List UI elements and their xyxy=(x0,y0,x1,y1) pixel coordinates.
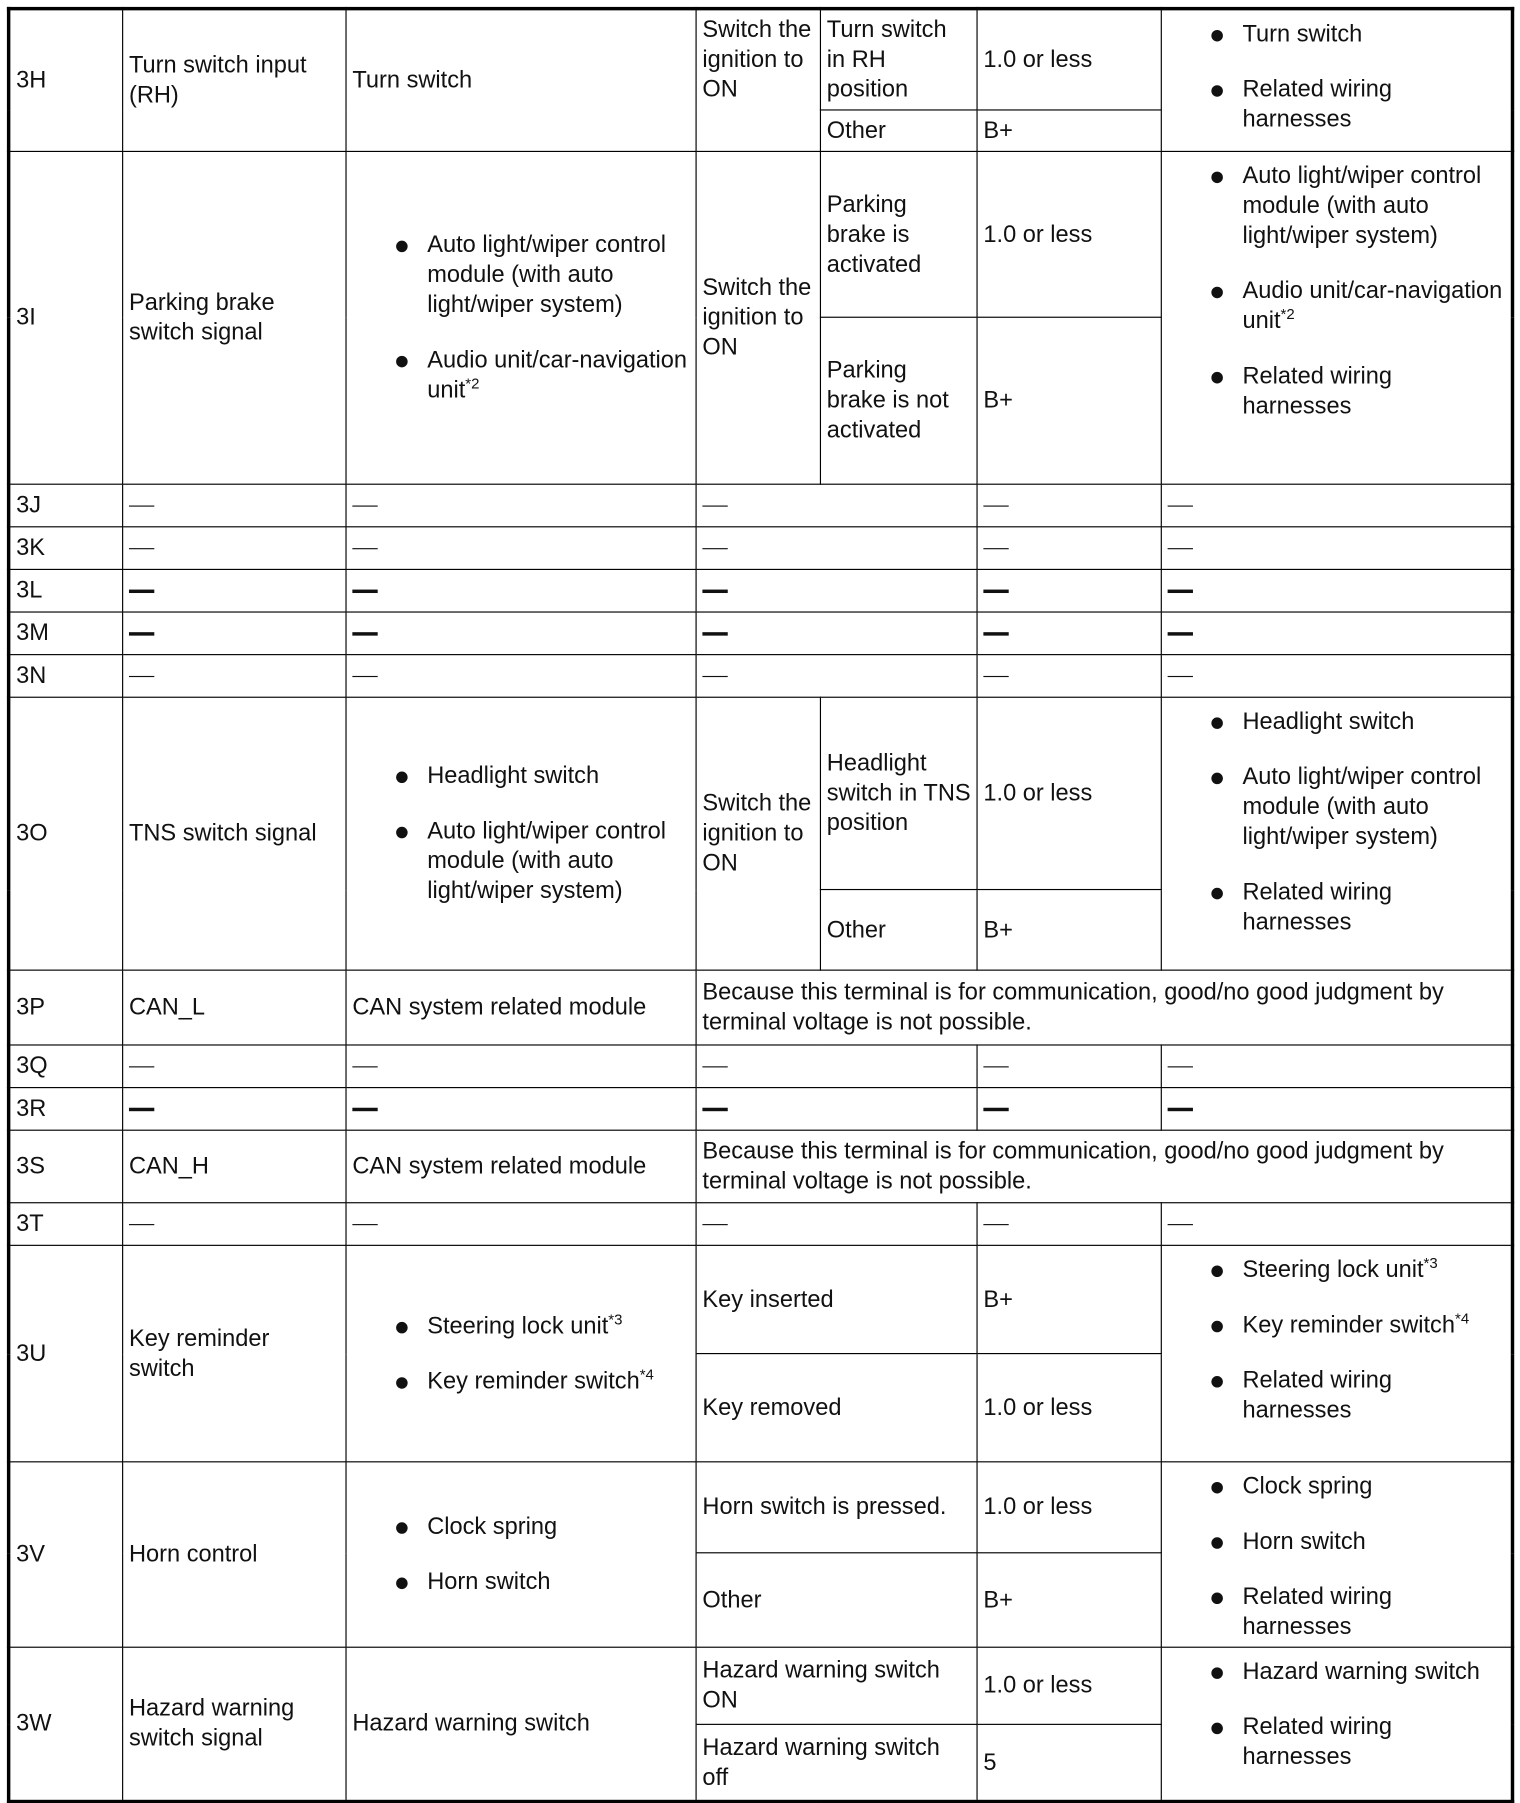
footnote-mark: *2 xyxy=(1280,305,1295,323)
terminal-cell: 3W xyxy=(9,1647,123,1801)
empty-cell xyxy=(696,527,977,570)
connected-item-text: Key reminder switch xyxy=(427,1367,640,1394)
terminal-cell: 3T xyxy=(9,1203,123,1246)
empty-cell xyxy=(696,1203,977,1246)
table-row-3w xyxy=(9,1647,1513,1724)
dash-mark xyxy=(983,548,1008,550)
check-item: Clock spring xyxy=(1168,1472,1505,1502)
state-cell: Parking brake is activated xyxy=(820,151,977,317)
check-item: Related wiring harnesses xyxy=(1168,1366,1505,1426)
dash-mark xyxy=(352,632,377,635)
table-row-3p xyxy=(9,970,1513,1045)
dash-mark xyxy=(352,1066,377,1068)
check-item: Related wiring harnesses xyxy=(1168,75,1505,135)
empty-cell xyxy=(346,569,696,612)
check-item: Horn switch xyxy=(1168,1527,1505,1557)
dash-mark xyxy=(352,548,377,550)
condition-cell: Switch the ignition to ON xyxy=(696,9,820,152)
state-cell: Other xyxy=(696,1553,977,1647)
dash-mark xyxy=(702,590,727,593)
dash-mark xyxy=(983,632,1008,635)
terminal-cell: 3R xyxy=(9,1088,123,1131)
dash-mark xyxy=(983,1224,1008,1226)
check-item: Headlight switch xyxy=(1168,707,1505,737)
check-item: Related wiring harnesses xyxy=(1168,877,1505,937)
check-item: Related wiring harnesses xyxy=(1168,1582,1505,1642)
empty-cell xyxy=(1161,569,1512,612)
connected-to-cell: CAN system related module xyxy=(346,970,696,1045)
voltage-cell: 1.0 or less xyxy=(977,1647,1161,1724)
dash-mark xyxy=(702,632,727,635)
connected-to-cell xyxy=(346,1462,696,1647)
connected-to-cell: Turn switch xyxy=(346,9,696,152)
dash-mark xyxy=(129,505,154,507)
check-items-cell xyxy=(1161,1647,1512,1801)
connected-item: Headlight switch xyxy=(352,761,689,791)
dash-mark xyxy=(129,1224,154,1226)
dash-mark xyxy=(983,1108,1008,1111)
dash-mark xyxy=(702,505,727,507)
state-cell: Hazard warning switch ON xyxy=(696,1647,977,1724)
terminal-cell: 3H xyxy=(9,9,123,152)
state-cell: Other xyxy=(820,110,977,151)
dash-mark xyxy=(702,1224,727,1226)
footnote-mark: *4 xyxy=(1454,1309,1470,1327)
empty-cell xyxy=(696,612,977,655)
condition-cell: Switch the ignition to ON xyxy=(696,697,820,970)
connected-to-cell: CAN system related module xyxy=(346,1130,696,1203)
table-row-3v xyxy=(9,1462,1513,1554)
empty-cell xyxy=(123,527,346,570)
terminal-cell: 3S xyxy=(9,1130,123,1203)
empty-cell xyxy=(977,1088,1161,1131)
voltage-cell: B+ xyxy=(977,890,1161,971)
empty-cell xyxy=(346,1045,696,1088)
check-items-cell xyxy=(1161,1462,1512,1647)
voltage-cell: 5 xyxy=(977,1724,1161,1801)
voltage-cell: 1.0 or less xyxy=(977,1354,1161,1462)
dash-mark xyxy=(129,632,154,635)
check-items-cell xyxy=(1161,9,1512,152)
terminal-cell: 3N xyxy=(9,655,123,698)
connected-item xyxy=(352,1311,689,1341)
empty-cell xyxy=(977,527,1161,570)
table-row-3l xyxy=(9,569,1513,612)
check-item: Auto light/wiper control module (with auto light/wiper system) xyxy=(1168,161,1505,251)
empty-cell xyxy=(1161,1203,1512,1246)
dash-mark xyxy=(352,1108,377,1111)
empty-cell xyxy=(346,484,696,527)
dash-mark xyxy=(702,1066,727,1068)
empty-cell xyxy=(1161,1088,1512,1131)
terminal-cell: 3U xyxy=(9,1245,123,1461)
dash-mark xyxy=(129,676,154,678)
footnote-mark: *3 xyxy=(608,1310,623,1328)
voltage-cell: 1.0 or less xyxy=(977,1462,1161,1554)
table-row-3s xyxy=(9,1130,1513,1203)
empty-cell xyxy=(346,1088,696,1131)
dash-mark xyxy=(702,548,727,550)
dash-mark xyxy=(352,676,377,678)
dash-mark xyxy=(129,548,154,550)
check-item-text: Key reminder switch xyxy=(1242,1311,1455,1339)
dash-mark xyxy=(1168,505,1193,507)
description-cell: CAN_L xyxy=(123,970,346,1045)
terminal-cell: 3M xyxy=(9,612,123,655)
dash-mark xyxy=(702,1108,727,1111)
terminal-cell: 3O xyxy=(9,697,123,970)
dash-mark xyxy=(1168,676,1193,678)
empty-cell xyxy=(123,1045,346,1088)
terminal-voltage-table xyxy=(7,7,1514,1803)
voltage-cell: B+ xyxy=(977,317,1161,484)
table-row-3r xyxy=(9,1088,1513,1131)
check-item-text: Steering lock unit xyxy=(1242,1256,1424,1283)
check-items-cell xyxy=(1161,151,1512,484)
condition-cell: Switch the ignition to ON xyxy=(696,151,820,484)
empty-cell xyxy=(977,655,1161,698)
empty-cell xyxy=(123,612,346,655)
table-row-3q xyxy=(9,1045,1513,1088)
description-cell: Hazard warning switch signal xyxy=(123,1647,346,1801)
check-item xyxy=(1168,1310,1505,1340)
note-cell: Because this terminal is for communication, good/no good judgment by terminal voltage is not possible. xyxy=(696,1130,1512,1203)
footnote-mark: *2 xyxy=(465,374,480,392)
dash-mark xyxy=(129,1108,154,1111)
empty-cell xyxy=(696,569,977,612)
dash-mark xyxy=(352,1224,377,1226)
description-cell: Parking brake switch signal xyxy=(123,151,346,484)
description-cell: CAN_H xyxy=(123,1130,346,1203)
empty-cell xyxy=(1161,484,1512,527)
empty-cell xyxy=(696,1045,977,1088)
connected-item: Horn switch xyxy=(352,1567,689,1597)
voltage-cell: 1.0 or less xyxy=(977,697,1161,889)
empty-cell xyxy=(977,1045,1161,1088)
empty-cell xyxy=(1161,527,1512,570)
dash-mark xyxy=(1168,1066,1193,1068)
state-cell: Headlight switch in TNS position xyxy=(820,697,977,889)
check-item: Related wiring harnesses xyxy=(1168,1712,1505,1772)
terminal-cell: 3V xyxy=(9,1462,123,1647)
connected-item: Auto light/wiper control module (with auto light/wiper system) xyxy=(352,816,689,906)
empty-cell xyxy=(346,655,696,698)
empty-cell xyxy=(977,484,1161,527)
empty-cell xyxy=(123,1088,346,1131)
table-row-3k xyxy=(9,527,1513,570)
connected-to-cell xyxy=(346,151,696,484)
dash-mark xyxy=(352,505,377,507)
terminal-cell: 3I xyxy=(9,151,123,484)
check-item: Hazard warning switch xyxy=(1168,1657,1505,1687)
empty-cell xyxy=(1161,612,1512,655)
table-row-3m xyxy=(9,612,1513,655)
table-row-3j xyxy=(9,484,1513,527)
table-row-3o xyxy=(9,697,1513,889)
state-cell: Hazard warning switch off xyxy=(696,1724,977,1801)
terminal-cell: 3Q xyxy=(9,1045,123,1088)
dash-mark xyxy=(702,676,727,678)
voltage-cell: 1.0 or less xyxy=(977,9,1161,110)
empty-cell xyxy=(346,527,696,570)
empty-cell xyxy=(123,655,346,698)
terminal-cell: 3P xyxy=(9,970,123,1045)
dash-mark xyxy=(983,505,1008,507)
check-items-cell xyxy=(1161,697,1512,970)
table-row-3i xyxy=(9,151,1513,317)
check-items-cell xyxy=(1161,1245,1512,1461)
dash-mark xyxy=(1168,590,1193,593)
empty-cell xyxy=(977,569,1161,612)
terminal-cell: 3K xyxy=(9,527,123,570)
connected-item: Clock spring xyxy=(352,1512,689,1542)
empty-cell xyxy=(123,1203,346,1246)
table-row-3n xyxy=(9,655,1513,698)
voltage-cell: B+ xyxy=(977,1553,1161,1647)
state-cell: Key removed xyxy=(696,1354,977,1462)
description-cell: Turn switch input (RH) xyxy=(123,9,346,152)
empty-cell xyxy=(123,484,346,527)
empty-cell xyxy=(696,484,977,527)
voltage-cell: B+ xyxy=(977,1245,1161,1353)
terminal-cell: 3J xyxy=(9,484,123,527)
empty-cell xyxy=(346,612,696,655)
check-item xyxy=(1168,1255,1505,1285)
state-cell: Parking brake is not activated xyxy=(820,317,977,484)
footnote-mark: *3 xyxy=(1423,1254,1438,1272)
empty-cell xyxy=(123,569,346,612)
dash-mark xyxy=(129,590,154,593)
dash-mark xyxy=(1168,1108,1193,1111)
state-cell: Other xyxy=(820,890,977,971)
voltage-cell: 1.0 or less xyxy=(977,151,1161,317)
empty-cell xyxy=(696,655,977,698)
connected-item xyxy=(352,1366,689,1396)
table-row-3t xyxy=(9,1203,1513,1246)
dash-mark xyxy=(352,590,377,593)
connected-to-cell xyxy=(346,1245,696,1461)
connected-item: Auto light/wiper control module (with auto light/wiper system) xyxy=(352,230,689,320)
connected-item-text: Steering lock unit xyxy=(427,1312,609,1339)
table-row-3u xyxy=(9,1245,1513,1353)
dash-mark xyxy=(1168,632,1193,635)
dash-mark xyxy=(1168,1224,1193,1226)
dash-mark xyxy=(983,590,1008,593)
description-cell: Key reminder switch xyxy=(123,1245,346,1461)
dash-mark xyxy=(1168,548,1193,550)
dash-mark xyxy=(983,676,1008,678)
table-row-3h xyxy=(9,9,1513,110)
state-cell: Key inserted xyxy=(696,1245,977,1353)
connected-to-cell: Hazard warning switch xyxy=(346,1647,696,1801)
voltage-cell: B+ xyxy=(977,110,1161,151)
state-cell: Horn switch is pressed. xyxy=(696,1462,977,1554)
connected-to-cell xyxy=(346,697,696,970)
check-item: Turn switch xyxy=(1168,20,1505,50)
empty-cell xyxy=(696,1088,977,1131)
empty-cell xyxy=(977,1203,1161,1246)
connected-item-text: Audio unit/car-navigation unit xyxy=(427,346,688,404)
terminal-cell: 3L xyxy=(9,569,123,612)
check-item: Related wiring harnesses xyxy=(1168,362,1505,422)
check-item: Auto light/wiper control module (with auto light/wiper system) xyxy=(1168,762,1505,852)
dash-mark xyxy=(129,1066,154,1068)
dash-mark xyxy=(983,1066,1008,1068)
empty-cell xyxy=(1161,655,1512,698)
description-cell: TNS switch signal xyxy=(123,697,346,970)
description-cell: Horn control xyxy=(123,1462,346,1647)
state-cell: Turn switch in RH position xyxy=(820,9,977,110)
empty-cell xyxy=(977,612,1161,655)
note-cell: Because this terminal is for communication, good/no good judgment by terminal voltage is not possible. xyxy=(696,970,1512,1045)
footnote-mark: *4 xyxy=(639,1365,654,1383)
empty-cell xyxy=(1161,1045,1512,1088)
empty-cell xyxy=(346,1203,696,1246)
connected-item xyxy=(352,345,689,405)
check-item-text: Audio unit/car-navigation unit xyxy=(1242,277,1503,334)
check-item xyxy=(1168,276,1505,336)
